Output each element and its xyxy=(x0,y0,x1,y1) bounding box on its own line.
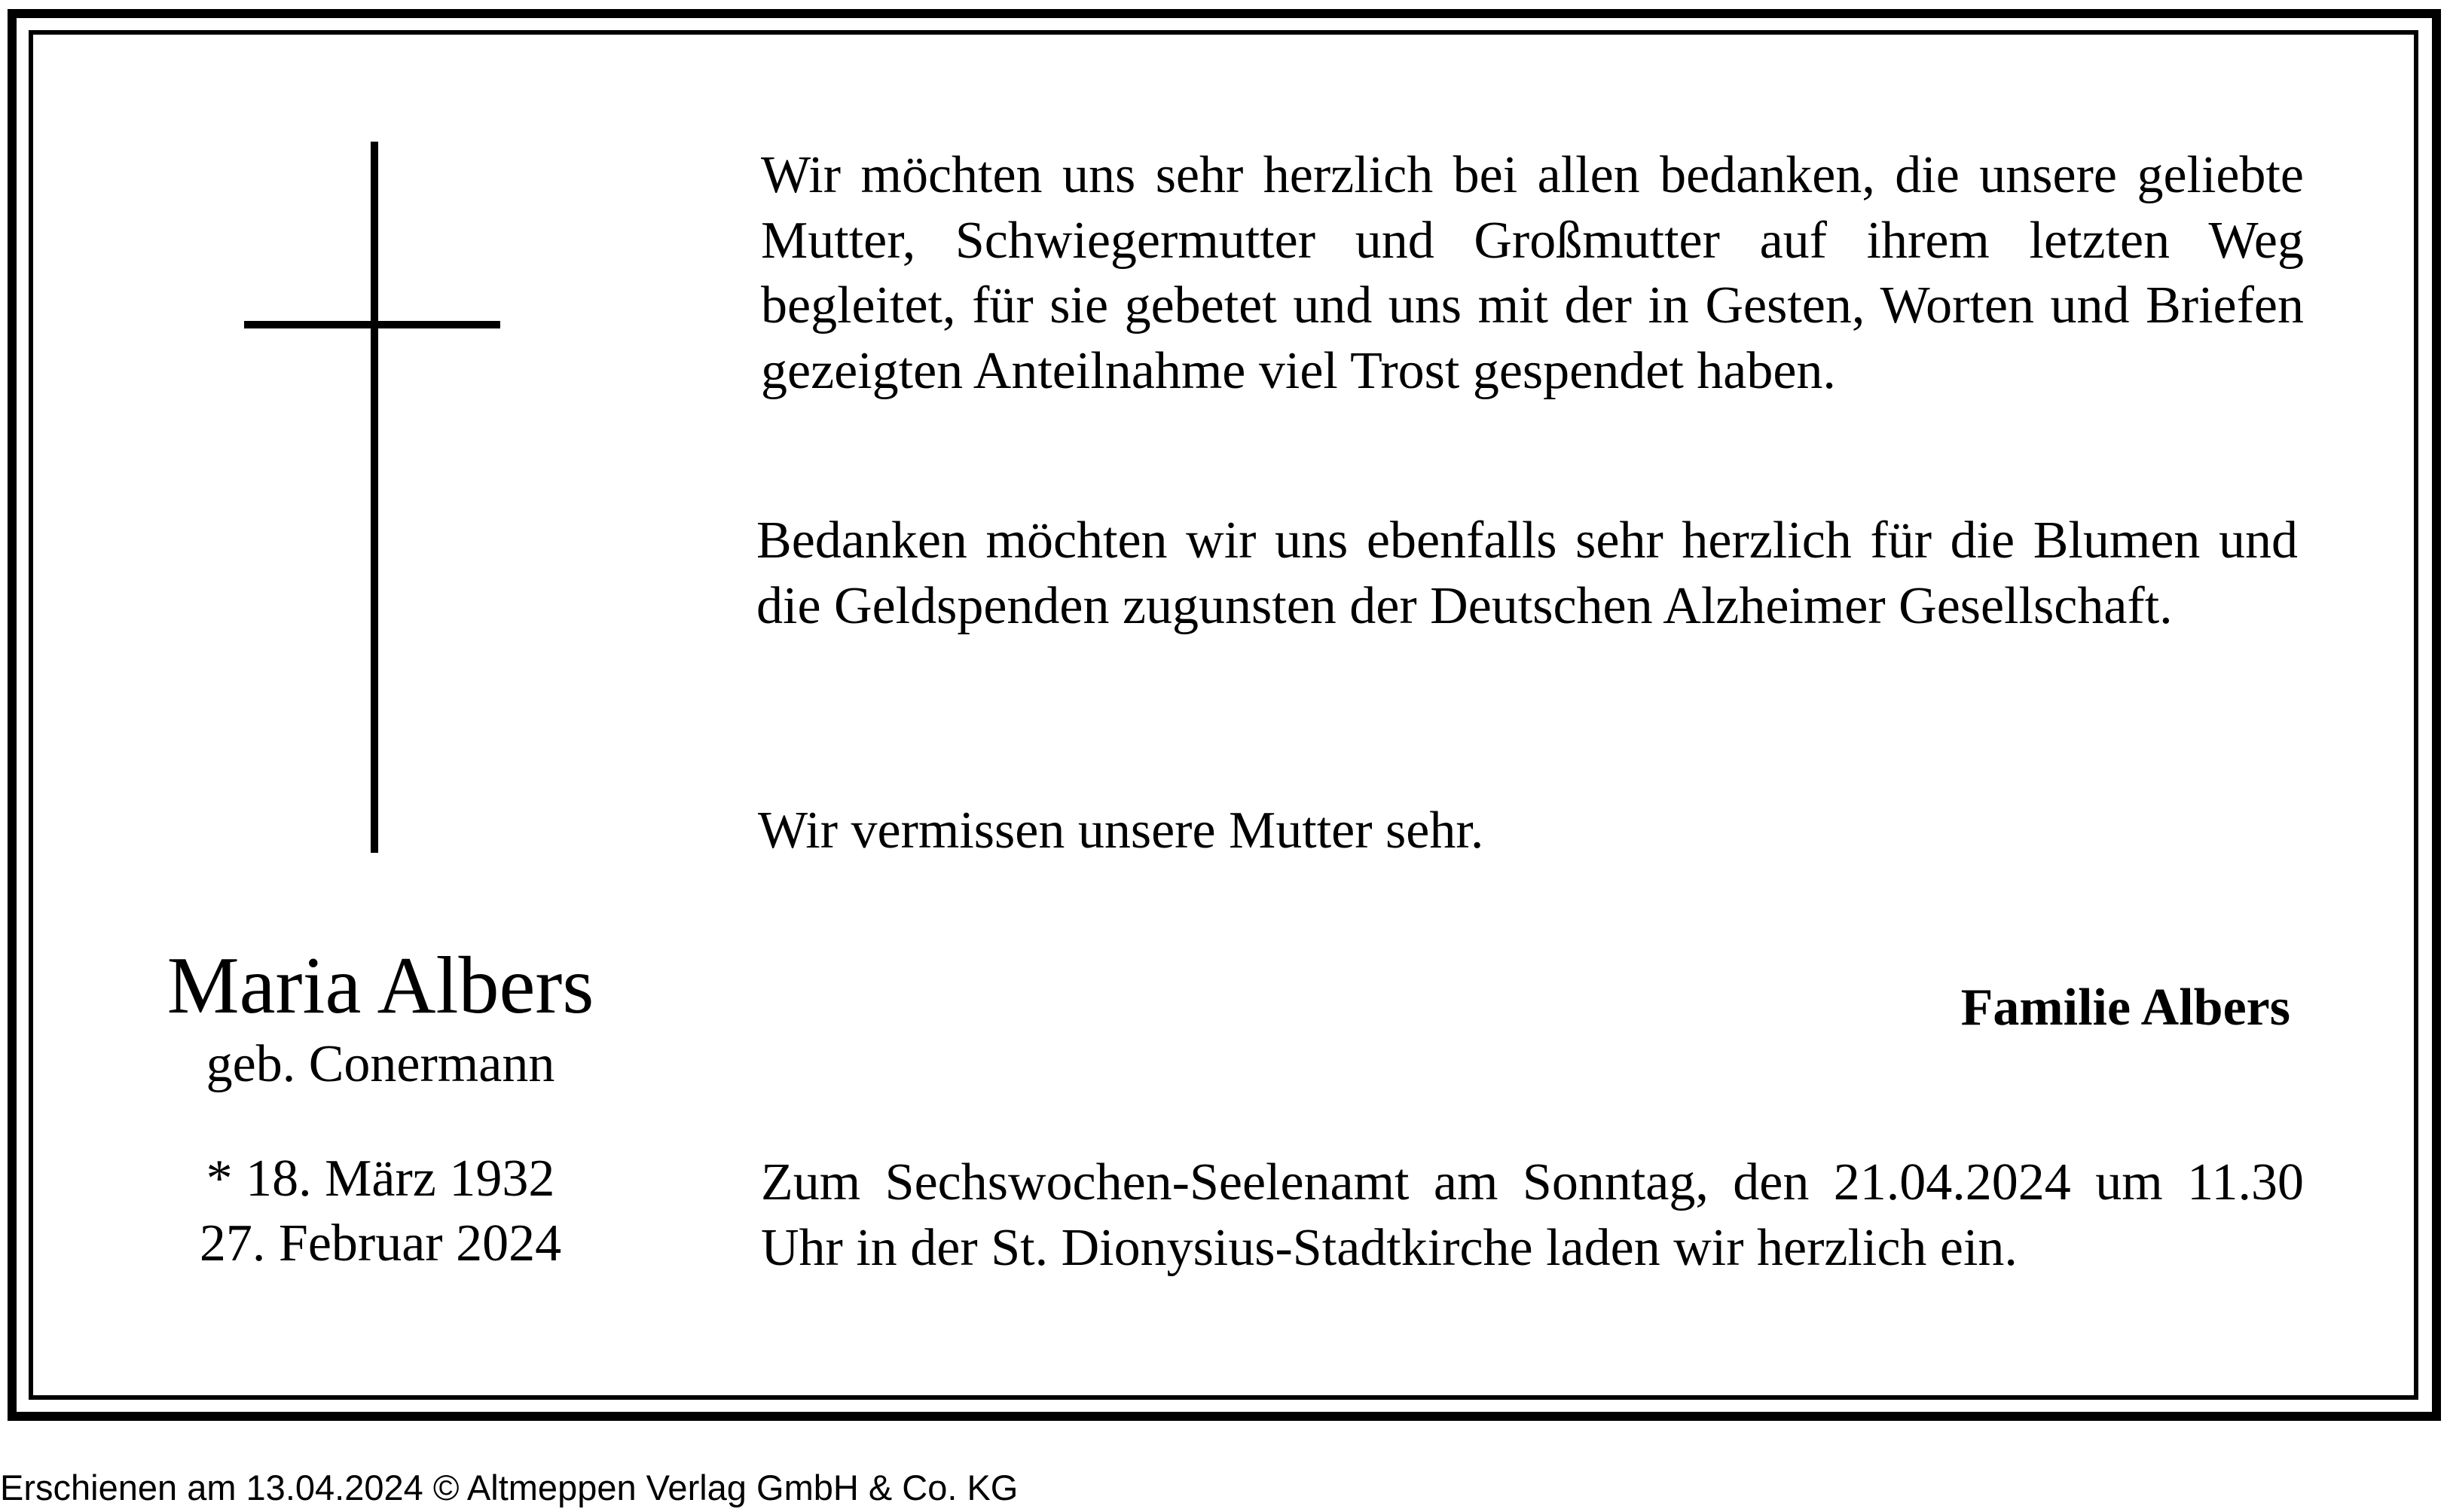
missing-mother-line: Wir vermissen unsere Mutter sehr. xyxy=(758,802,1484,860)
maiden-name: geb. Conermann xyxy=(206,1035,555,1093)
thanks-paragraph: Wir möchten uns sehr herzlich bei allen bedanken, die unsere geliebte Mutter, Schwiegermutter und Großmutter auf ihrem letzten Weg begleitet, für sie gebetet und uns mit der in Gesten, Worten und Briefen gezeigten Anteilnahme viel Trost gespendet haben. xyxy=(761,146,2304,400)
family-signature: Familie Albers xyxy=(1960,979,2290,1037)
life-dates xyxy=(113,1147,648,1276)
flowers-donations-paragraph: Bedanken möchten wir uns ebenfalls sehr herzlich für die Blumen und die Geldspenden zugunsten der Deutschen Alzheimer Gesellschaft. xyxy=(756,512,2298,635)
birth-date: * 18. März 1932 xyxy=(206,1150,555,1208)
cross-horizontal-bar xyxy=(244,321,500,328)
deceased-name: Maria Albers xyxy=(166,941,594,1031)
cross-icon xyxy=(244,142,500,853)
cross-vertical-bar xyxy=(371,142,378,853)
memorial-mass-paragraph: Zum Sechswochen-Seelenamt am Sonntag, den 21.04.2024 um 11.30 Uhr in der St. Dionysius-Stadtkirche laden wir herzlich ein. xyxy=(761,1153,2304,1277)
publication-footer: Erschienen am 13.04.2024 © Altmeppen Verlag GmbH & Co. KG xyxy=(0,1468,1019,1507)
death-date: 27. Februar 2024 xyxy=(199,1214,562,1272)
